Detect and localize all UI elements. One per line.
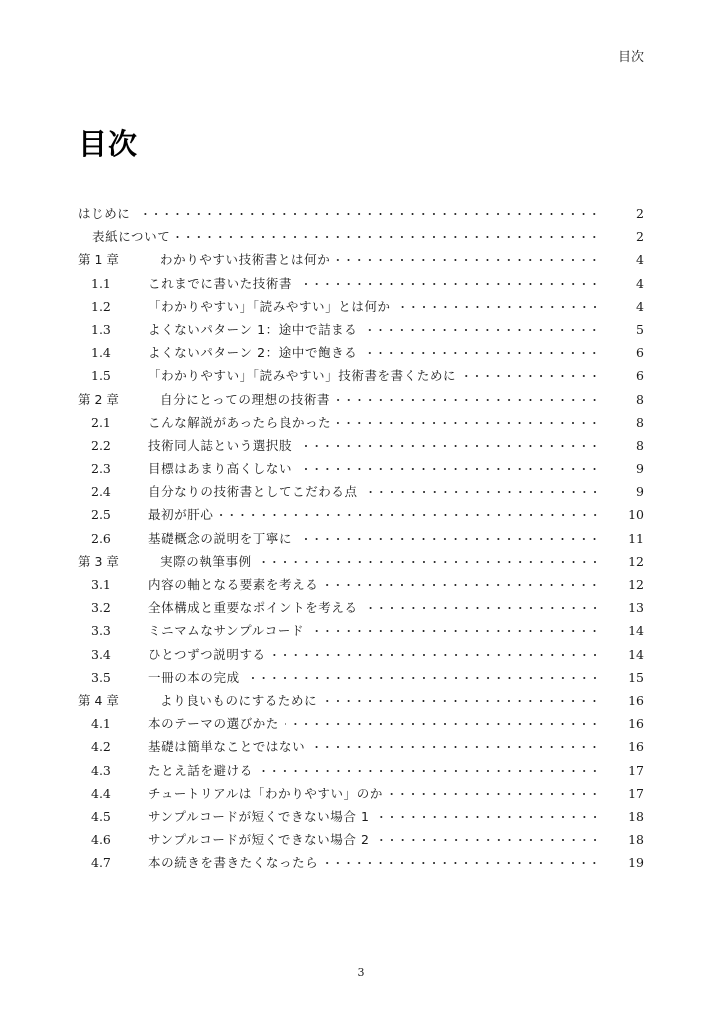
chapter-page: 4 <box>636 252 644 268</box>
dot-leader <box>361 318 600 341</box>
dot-leader <box>362 480 600 503</box>
section-page: 8 <box>636 414 644 430</box>
chapter-page: 12 <box>628 553 644 569</box>
chapter-title: 実際の執筆事例 <box>160 550 256 573</box>
section-page: 9 <box>636 461 644 477</box>
dot-leader <box>270 643 600 666</box>
dot-leader <box>374 828 600 851</box>
toc-section-4-7[interactable] <box>78 851 644 874</box>
dot-leader <box>361 341 600 364</box>
toc-section-3-1[interactable] <box>78 573 644 596</box>
section-number: 2.3 <box>91 461 111 477</box>
section-page: 16 <box>628 716 644 732</box>
section-title: 「わかりやすい」「読みやすい」とは何か <box>148 295 395 318</box>
section-title: ひとつずつ説明する <box>148 643 270 666</box>
chapter-title: より良いものにするために <box>160 689 321 712</box>
toc-chapter-3[interactable] <box>78 550 644 573</box>
toc-section-1-1[interactable] <box>78 272 644 295</box>
dot-leader <box>174 225 600 248</box>
dot-leader <box>387 782 600 805</box>
section-title: 内容の軸となる要素を考える <box>148 573 322 596</box>
dot-leader <box>134 202 600 225</box>
toc-section-2-6[interactable] <box>78 527 644 550</box>
toc-section-4-1[interactable] <box>78 712 644 735</box>
section-number: 4.4 <box>91 785 111 801</box>
section-title: 基礎概念の説明を丁寧に <box>148 527 296 550</box>
section-title: 目標はあまり高くしない <box>148 457 296 480</box>
section-title: たとえ話を避ける <box>148 759 257 782</box>
section-number: 1.2 <box>91 298 111 314</box>
toc-entry-hajimeni[interactable] <box>78 202 644 225</box>
dot-leader <box>296 457 600 480</box>
dot-leader <box>283 712 600 735</box>
section-title: こんな解説があったら良かった <box>148 411 335 434</box>
running-header: 目次 <box>617 50 644 65</box>
toc-entry-page: 2 <box>636 206 644 221</box>
toc-section-3-4[interactable] <box>78 643 644 666</box>
dot-leader <box>335 411 600 434</box>
toc-section-4-2[interactable] <box>78 735 644 758</box>
dot-leader <box>460 364 600 387</box>
section-title: サンプルコードが短くできない場合 2 <box>148 828 374 851</box>
toc-chapter-1[interactable] <box>78 248 644 271</box>
section-title: これまでに書いた技術書 <box>148 272 296 295</box>
section-number: 3.3 <box>91 623 111 639</box>
section-page: 4 <box>636 275 644 291</box>
section-number: 4.3 <box>91 762 111 778</box>
dot-leader <box>321 689 600 712</box>
page-number: 3 <box>357 966 365 979</box>
toc-section-4-5[interactable] <box>78 805 644 828</box>
toc-section-2-1[interactable] <box>78 411 644 434</box>
section-number: 2.4 <box>91 484 111 500</box>
section-page: 15 <box>628 669 644 685</box>
dot-leader <box>256 550 600 573</box>
dot-leader <box>309 735 600 758</box>
section-number: 1.4 <box>91 345 111 361</box>
toc-section-4-6[interactable] <box>78 828 644 851</box>
section-number: 2.2 <box>91 437 111 453</box>
toc-section-1-5[interactable] <box>78 364 644 387</box>
section-page: 9 <box>636 484 644 500</box>
toc-section-4-4[interactable] <box>78 782 644 805</box>
table-of-contents <box>78 202 644 874</box>
section-page: 8 <box>636 437 644 453</box>
section-title: 自分なりの技術書としてこだわる点 <box>148 480 362 503</box>
section-number: 1.3 <box>91 321 111 337</box>
section-number: 4.5 <box>91 808 111 824</box>
toc-section-2-5[interactable] <box>78 503 644 526</box>
section-page: 10 <box>628 507 644 523</box>
dot-leader <box>322 851 600 874</box>
section-title: 技術同人誌という選択肢 <box>148 434 296 457</box>
section-number: 3.4 <box>91 646 111 662</box>
chapter-number: 第 2 章 <box>78 391 119 407</box>
section-page: 17 <box>628 785 644 801</box>
section-title: チュートリアルは「わかりやすい」のか <box>148 782 387 805</box>
toc-entry-cover[interactable] <box>78 225 644 248</box>
section-number: 2.6 <box>91 530 111 546</box>
section-title: 本の続きを書きたくなったら <box>148 851 322 874</box>
section-page: 6 <box>636 368 644 384</box>
section-number: 4.6 <box>91 832 111 848</box>
dot-leader <box>395 295 600 318</box>
toc-entry-title: 表紙について <box>92 225 174 248</box>
section-page: 11 <box>628 530 644 546</box>
dot-leader <box>296 434 600 457</box>
dot-leader <box>257 759 600 782</box>
section-number: 4.1 <box>91 716 111 732</box>
section-title: サンプルコードが短くできない場合 1 <box>148 805 374 828</box>
section-page: 18 <box>628 832 644 848</box>
section-page: 13 <box>628 600 644 616</box>
section-title: 一冊の本の完成 <box>148 666 244 689</box>
page-title: 目次 <box>78 127 139 161</box>
dot-leader <box>334 248 600 271</box>
section-page: 19 <box>628 855 644 871</box>
toc-chapter-4[interactable] <box>78 689 644 712</box>
section-page: 17 <box>628 762 644 778</box>
section-number: 1.5 <box>91 368 111 384</box>
section-title: 全体構成と重要なポイントを考える <box>148 596 362 619</box>
section-page: 14 <box>628 646 644 662</box>
chapter-number: 第 3 章 <box>78 553 119 569</box>
section-page: 16 <box>628 739 644 755</box>
section-number: 4.2 <box>91 739 111 755</box>
section-page: 4 <box>636 298 644 314</box>
section-number: 4.7 <box>91 855 111 871</box>
chapter-page: 8 <box>636 391 644 407</box>
chapter-number: 第 1 章 <box>78 252 119 268</box>
toc-chapter-2[interactable] <box>78 388 644 411</box>
dot-leader <box>296 272 600 295</box>
chapter-number: 第 4 章 <box>78 692 119 708</box>
toc-section-2-4[interactable] <box>78 480 644 503</box>
section-title: よくないパターン 1：途中で詰まる <box>148 318 361 341</box>
section-number: 3.1 <box>91 577 111 592</box>
dot-leader <box>296 527 600 550</box>
chapter-title: わかりやすい技術書とは何か <box>160 248 334 271</box>
toc-section-3-2[interactable] <box>78 596 644 619</box>
section-page: 14 <box>628 623 644 639</box>
dot-leader <box>362 596 600 619</box>
section-title: 本のテーマの選びかた <box>148 712 283 735</box>
section-title: 「わかりやすい」「読みやすい」技術書を書くために <box>148 364 460 387</box>
section-page: 5 <box>636 321 644 337</box>
toc-section-3-3[interactable] <box>78 619 644 642</box>
toc-section-2-3[interactable] <box>78 457 644 480</box>
dot-leader <box>334 388 600 411</box>
section-title: ミニマムなサンプルコード <box>148 619 308 642</box>
chapter-page: 16 <box>628 692 644 708</box>
section-title: 基礎は簡単なことではない <box>148 735 309 758</box>
dot-leader <box>244 666 600 689</box>
toc-entry-page: 2 <box>636 229 644 245</box>
section-title: よくないパターン 2：途中で飽きる <box>148 341 361 364</box>
section-page: 18 <box>628 808 644 824</box>
toc-section-2-2[interactable] <box>78 434 644 457</box>
dot-leader <box>218 503 600 526</box>
section-number: 2.5 <box>91 507 111 523</box>
section-number: 3.2 <box>91 600 111 616</box>
toc-section-1-3[interactable] <box>78 318 644 341</box>
section-title: 最初が肝心 <box>148 503 218 526</box>
dot-leader <box>374 805 600 828</box>
toc-entry-title: はじめに <box>78 202 134 225</box>
section-number: 2.1 <box>91 414 111 430</box>
section-page: 12 <box>628 577 644 592</box>
section-number: 3.5 <box>91 669 111 685</box>
dot-leader <box>322 573 600 596</box>
section-number: 1.1 <box>91 275 111 291</box>
toc-section-1-2[interactable] <box>78 295 644 318</box>
dot-leader <box>308 619 600 642</box>
toc-section-4-3[interactable] <box>78 759 644 782</box>
section-page: 6 <box>636 345 644 361</box>
chapter-title: 自分にとっての理想の技術書 <box>160 388 334 411</box>
toc-section-1-4[interactable] <box>78 341 644 364</box>
toc-section-3-5[interactable] <box>78 666 644 689</box>
